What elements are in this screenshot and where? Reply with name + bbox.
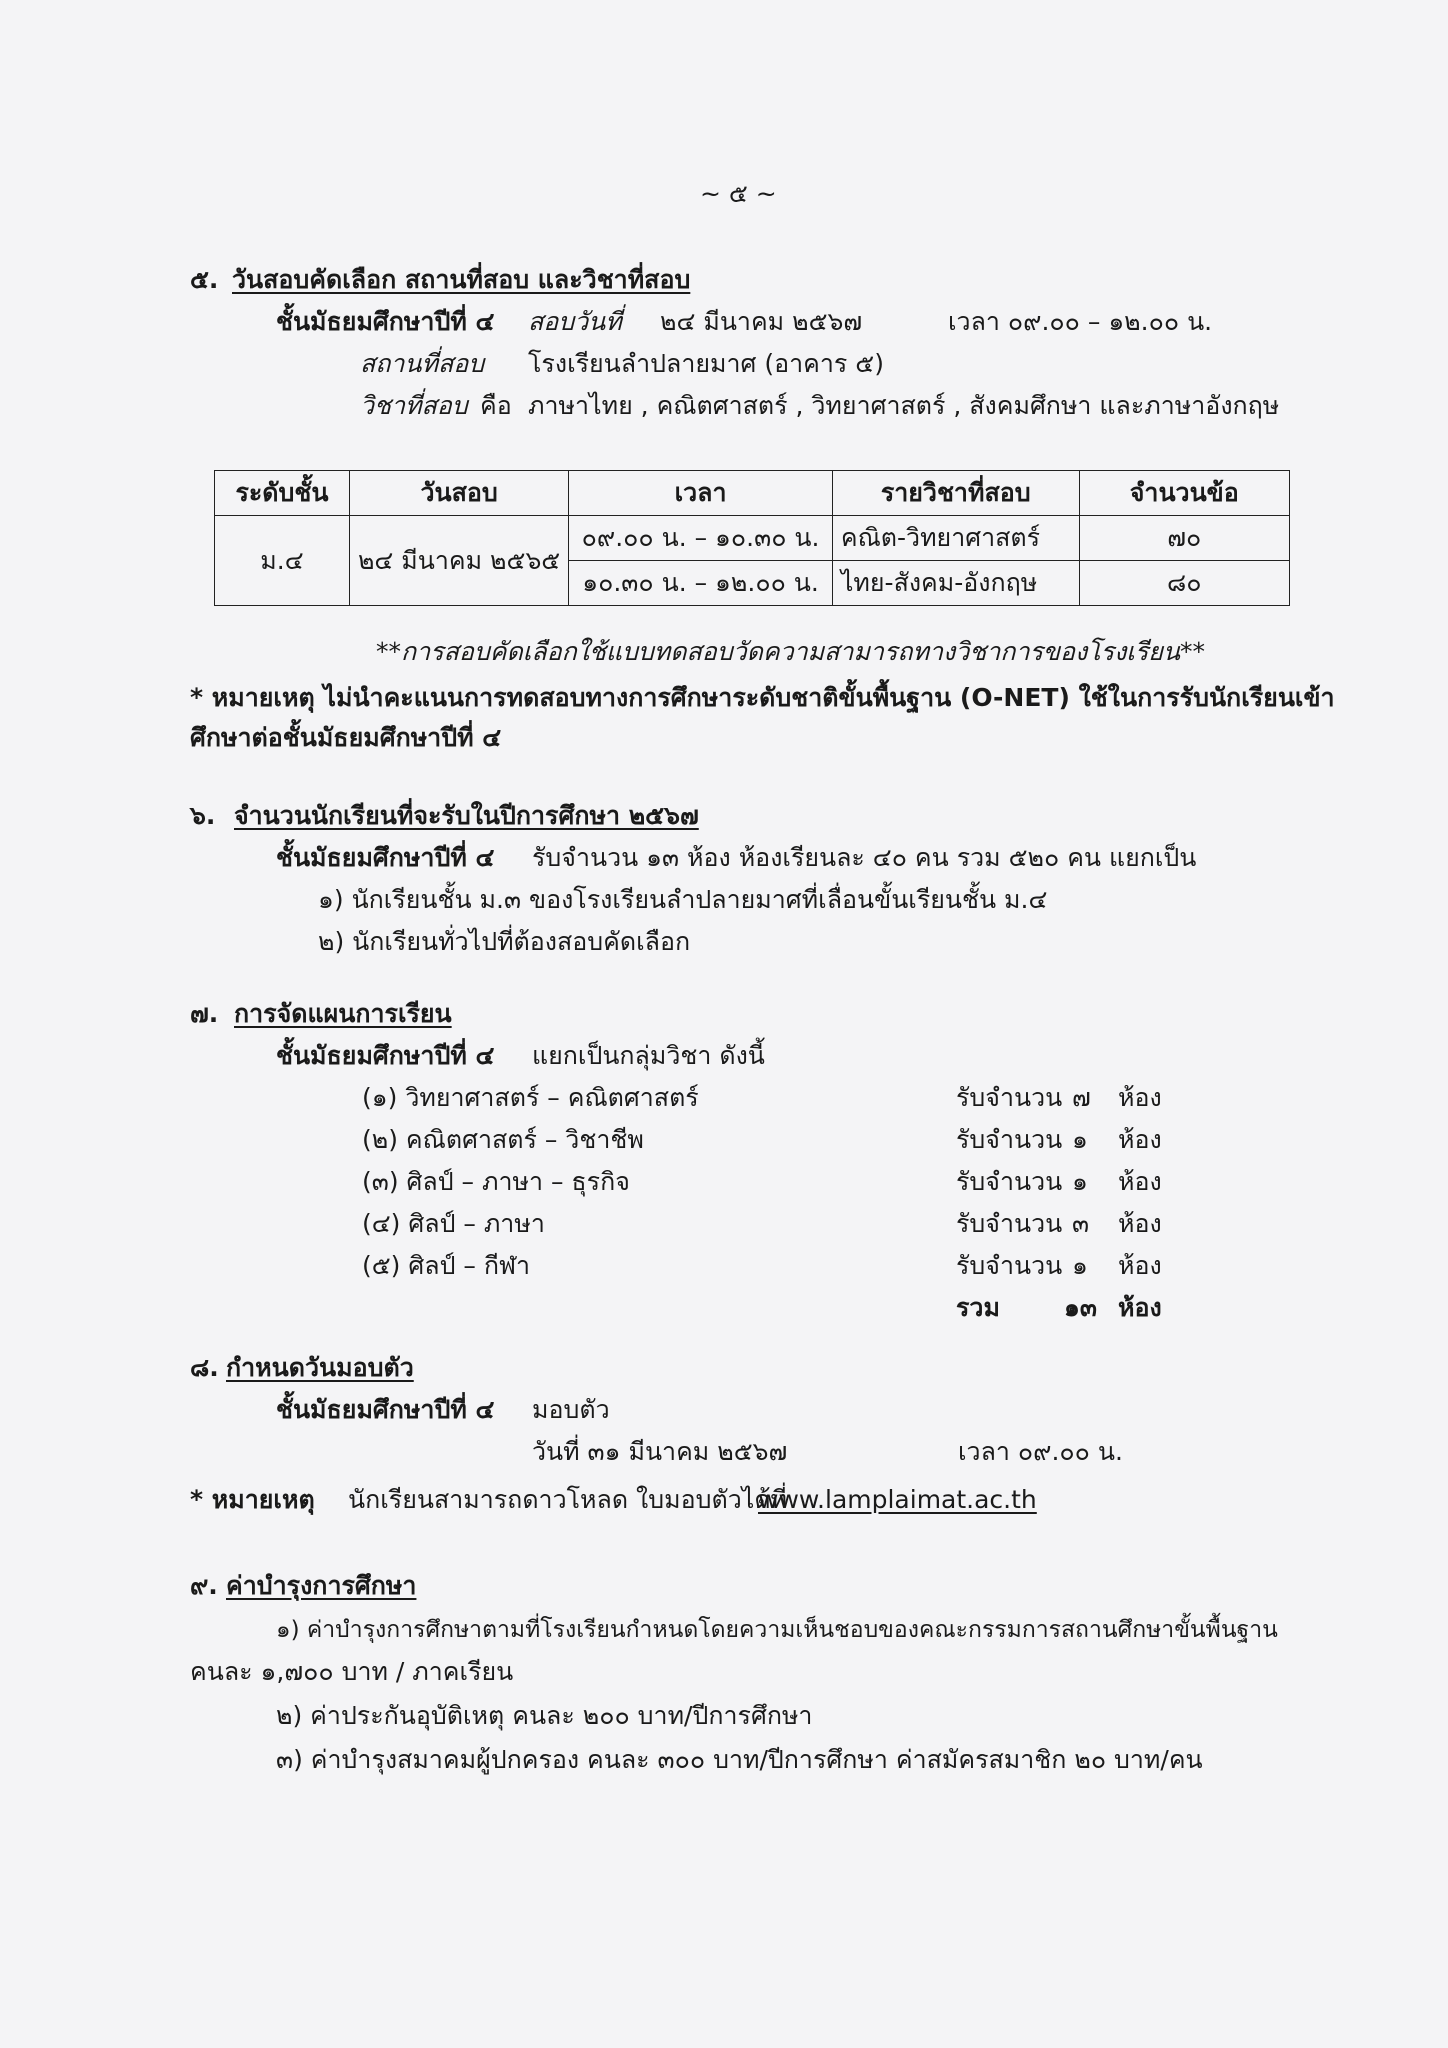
table-header: วันสอบ (349, 471, 568, 516)
section-8-detail: มอบตัว (532, 1395, 610, 1424)
plan-name: (๓) ศิลป์ – ภาษา – ธุรกิจ (362, 1167, 630, 1196)
plan-num: ๗ (1072, 1083, 1091, 1112)
section-6-detail: รับจำนวน ๑๓ ห้อง ห้องเรียนละ ๔๐ คน รวม ๕๒๐ คน แยกเป็น (532, 843, 1197, 872)
exam-place-label: สถานที่สอบ (360, 349, 485, 378)
section-7-heading: การจัดแผนการเรียน (234, 999, 452, 1028)
plan-num: ๑ (1072, 1167, 1088, 1196)
plan-name: (๕) ศิลป์ – กีฬา (362, 1251, 531, 1280)
plan-label: รับจำนวน (956, 1083, 1063, 1112)
plan-label: รับจำนวน (956, 1167, 1063, 1196)
exam-subjects: ภาษาไทย , คณิตศาสตร์ , วิทยาศาสตร์ , สังคมศึกษา และภาษาอังกฤษ (528, 391, 1280, 420)
plan-unit: ห้อง (1118, 1083, 1162, 1112)
section-5-remark-line1: * หมายเหตุ ไม่นำคะแนนการทดสอบทางการศึกษาระดับชาติขั้นพื้นฐาน (O-NET) ใช้ในการรับนักเรียนเข้า (190, 683, 1335, 712)
exam-schedule-table (214, 470, 1290, 606)
plan-name: (๔) ศิลป์ – ภาษา (362, 1209, 545, 1238)
exam-place: โรงเรียนลำปลายมาศ (อาคาร ๕) (528, 349, 884, 378)
table-cell-time: ๐๙.๐๐ น. – ๑๐.๓๐ น. (569, 516, 833, 561)
section-7-grade: ชั้นมัธยมศึกษาปีที่ ๔ (276, 1041, 495, 1070)
plan-unit: ห้อง (1118, 1251, 1162, 1280)
table-header: จำนวนข้อ (1079, 471, 1289, 516)
page-number: ~ ๕ ~ (700, 179, 777, 208)
fee-item-1-line1: ๑) ค่าบำรุงการศึกษาตามที่โรงเรียนกำหนดโดยความเห็นชอบของคณะกรรมการสถานศึกษาขั้นพื้นฐาน (276, 1617, 1278, 1643)
section-8-heading: กำหนดวันมอบตัว (226, 1353, 414, 1382)
table-cell-subject: ไทย-สังคม-อังกฤษ (832, 561, 1079, 606)
table-cell-level: ม.๔ (215, 516, 350, 606)
table-header: เวลา (569, 471, 833, 516)
plan-name: (๒) คณิตศาสตร์ – วิชาชีพ (362, 1125, 644, 1154)
exam-date-label: สอบวันที่ (528, 307, 622, 336)
report-date: วันที่ ๓๑ มีนาคม ๒๕๖๗ (532, 1437, 788, 1466)
table-cell-time: ๑๐.๓๐ น. – ๑๒.๐๐ น. (569, 561, 833, 606)
section-9-heading: ค่าบำรุงการศึกษา (226, 1571, 417, 1600)
plan-num: ๓ (1072, 1209, 1090, 1238)
table-cell-count: ๗๐ (1079, 516, 1289, 561)
plan-label: รับจำนวน (956, 1251, 1063, 1280)
section-6-heading: จำนวนนักเรียนที่จะรับในปีการศึกษา ๒๕๖๗ (234, 801, 699, 830)
section-5-remark-line2: ศึกษาต่อชั้นมัธยมศึกษาปีที่ ๔ (190, 723, 502, 752)
section-9-number: ๙. (190, 1571, 218, 1600)
plan-total-unit: ห้อง (1118, 1293, 1162, 1322)
section-8-remark: นักเรียนสามารถดาวโหลด ใบมอบตัวได้ที่ (348, 1485, 788, 1514)
plan-label: รับจำนวน (956, 1125, 1063, 1154)
fee-item-3: ๓) ค่าบำรุงสมาคมผู้ปกครอง คนละ ๓๐๐ บาท/ปีการศึกษา ค่าสมัครสมาชิก ๒๐ บาท/คน (276, 1745, 1203, 1774)
exam-subjects-is: คือ (480, 391, 512, 420)
fee-item-1-line2: คนละ ๑,๗๐๐ บาท / ภาคเรียน (190, 1657, 514, 1686)
section-7-number: ๗. (190, 999, 219, 1028)
report-time: เวลา ๐๙.๐๐ น. (958, 1437, 1123, 1466)
section-8-remark-label: * หมายเหตุ (190, 1485, 315, 1514)
list-item: ๒) นักเรียนทั่วไปที่ต้องสอบคัดเลือก (318, 927, 691, 956)
plan-name: (๑) วิทยาศาสตร์ – คณิตศาสตร์ (362, 1083, 699, 1112)
list-item: ๑) นักเรียนชั้น ม.๓ ของโรงเรียนลำปลายมาศที่เลื่อนขั้นเรียนชั้น ม.๔ (318, 885, 1048, 914)
exam-date: ๒๔ มีนาคม ๒๕๖๗ (660, 307, 863, 336)
section-6-number: ๖. (190, 801, 216, 830)
section-7-detail: แยกเป็นกลุ่มวิชา ดังนี้ (532, 1041, 765, 1070)
section-8-number: ๘. (190, 1353, 219, 1382)
table-cell-date: ๒๔ มีนาคม ๒๕๖๕ (349, 516, 568, 606)
table-header-row (215, 471, 1290, 516)
table-cell-count: ๘๐ (1079, 561, 1289, 606)
table-header: รายวิชาที่สอบ (832, 471, 1079, 516)
section-5-heading: วันสอบคัดเลือก สถานที่สอบ และวิชาที่สอบ (232, 265, 691, 294)
plan-total-num: ๑๓ (1064, 1293, 1097, 1322)
section-5-grade: ชั้นมัธยมศึกษาปีที่ ๔ (276, 307, 495, 336)
table-row (215, 516, 1290, 561)
table-header: ระดับชั้น (215, 471, 350, 516)
exam-subjects-label: วิชาที่สอบ (360, 391, 468, 420)
plan-label: รับจำนวน (956, 1209, 1063, 1238)
plan-unit: ห้อง (1118, 1167, 1162, 1196)
exam-time: เวลา ๐๙.๐๐ – ๑๒.๐๐ น. (948, 307, 1213, 336)
table-cell-subject: คณิต-วิทยาศาสตร์ (832, 516, 1079, 561)
section-5-number: ๕. (190, 265, 219, 294)
section-8-grade: ชั้นมัธยมศึกษาปีที่ ๔ (276, 1395, 495, 1424)
plan-num: ๑ (1072, 1125, 1088, 1154)
fee-item-2: ๒) ค่าประกันอุบัติเหตุ คนละ ๒๐๐ บาท/ปีการศึกษา (276, 1701, 813, 1730)
plan-unit: ห้อง (1118, 1209, 1162, 1238)
plan-unit: ห้อง (1118, 1125, 1162, 1154)
plan-num: ๑ (1072, 1251, 1088, 1280)
section-6-grade: ชั้นมัธยมศึกษาปีที่ ๔ (276, 843, 495, 872)
exam-note: **การสอบคัดเลือกใช้แบบทดสอบวัดความสามารถทางวิชาการของโรงเรียน** (376, 637, 1205, 666)
school-website-link[interactable]: www.lamplaimat.ac.th (758, 1485, 1037, 1514)
plan-total-label: รวม (956, 1293, 1000, 1322)
